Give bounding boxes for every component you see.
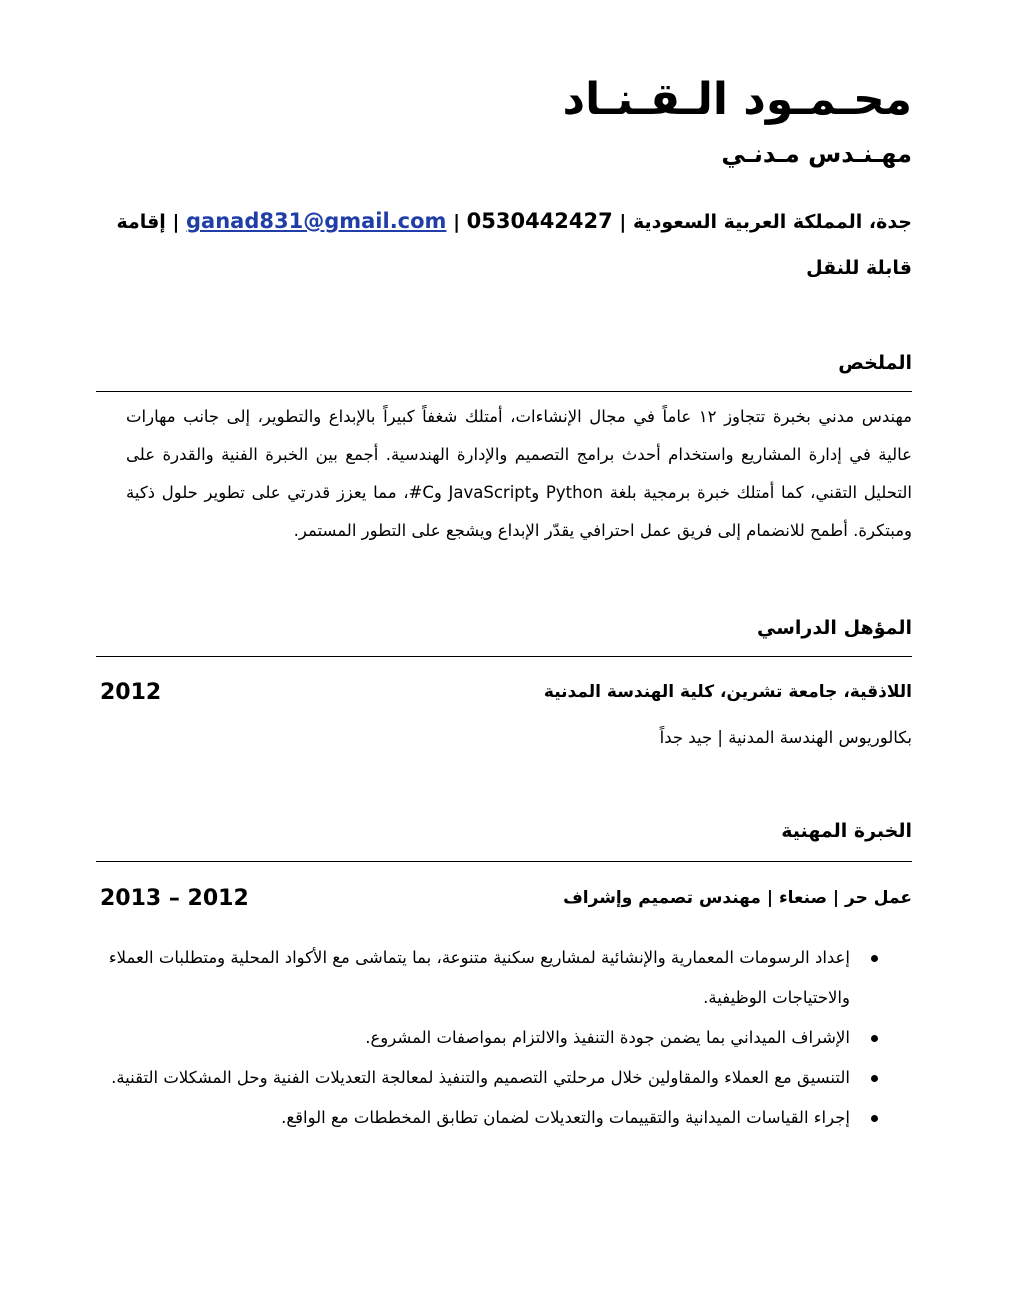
experience-divider — [96, 861, 912, 862]
bullet-icon — [871, 1075, 878, 1082]
bullet-icon — [871, 1115, 878, 1122]
education-degree: بكالوريوس الهندسة المدنية | جيد جداً — [659, 728, 912, 747]
candidate-job-title: مهـنـدس مـدنـي — [721, 140, 912, 168]
contact-location: جدة، المملكة العربية السعودية — [632, 211, 912, 233]
experience-bullet-list — [92, 938, 912, 1138]
candidate-name: محـمـود الـقـنـاد — [562, 74, 912, 125]
list-item — [92, 1058, 912, 1098]
contact-email-link[interactable]: ganad831@gmail.com — [186, 209, 447, 233]
bullet-text: إعداد الرسومات المعمارية والإنشائية لمشاريع سكنية متنوعة، بما يتماشى مع الأكواد المحلية ومتطلبات العملاء والاحتياجات الوظيفية. — [108, 948, 850, 1007]
education-heading: المؤهل الدراسي — [756, 617, 912, 639]
contact-phone: 0530442427 — [466, 209, 613, 233]
summary-divider — [96, 391, 912, 392]
contact-relocation-note: إقامة قابلة للنقل — [116, 211, 912, 279]
summary-heading: الملخص — [838, 352, 912, 374]
list-item — [92, 1018, 912, 1058]
experience-job-title: عمل حر | صنعاء | مهندس تصميم وإشراف — [563, 888, 912, 908]
bullet-icon — [871, 955, 878, 962]
experience-period: 2013 – 2012 — [100, 886, 249, 911]
bullet-icon — [871, 1035, 878, 1042]
bullet-text: الإشراف الميداني بما يضمن جودة التنفيذ والالتزام بمواصفات المشروع. — [365, 1028, 850, 1047]
contact-separator: | — [619, 211, 627, 233]
contact-separator: | — [172, 211, 180, 233]
list-item — [92, 1098, 912, 1138]
bullet-text: التنسيق مع العملاء والمقاولين خلال مرحلتي التصميم والتنفيذ لمعالجة التعديلات الفنية وحل المشكلات التقنية. — [111, 1068, 850, 1087]
education-divider — [96, 656, 912, 657]
experience-heading: الخبرة المهنية — [781, 820, 912, 842]
bullet-text: إجراء القياسات الميدانية والتقييمات والتعديلات لضمان تطابق المخططات مع الواقع. — [281, 1108, 850, 1127]
education-school: اللاذقية، جامعة تشرين، كلية الهندسة المدنية — [543, 682, 912, 702]
list-item — [92, 938, 912, 1018]
contact-separator: | — [453, 211, 461, 233]
summary-text: مهندس مدني بخبرة تتجاوز ١٢ عاماً في مجال الإنشاءات، أمتلك شغفاً كبيراً بالإبداع والتطوير، إلى جانب مهارات عالية في إدارة المشاريع واستخدام أحدث برامج التصميم والإدارة الهندسية. أجمع بين الخبرة الفنية والقدرة على التحليل التقني، كما أمتلك خبرة برمجية بلغة Python وJavaScript وC#، مما يعزز قدرتي على تطوير حلول ذكية ومبتكرة. أطمح للانضمام إلى فريق عمل احترافي يقدّر الإبداع ويشجع على التطور المستمر. — [126, 407, 912, 540]
education-year: 2012 — [100, 680, 162, 705]
contact-line — [92, 198, 912, 291]
